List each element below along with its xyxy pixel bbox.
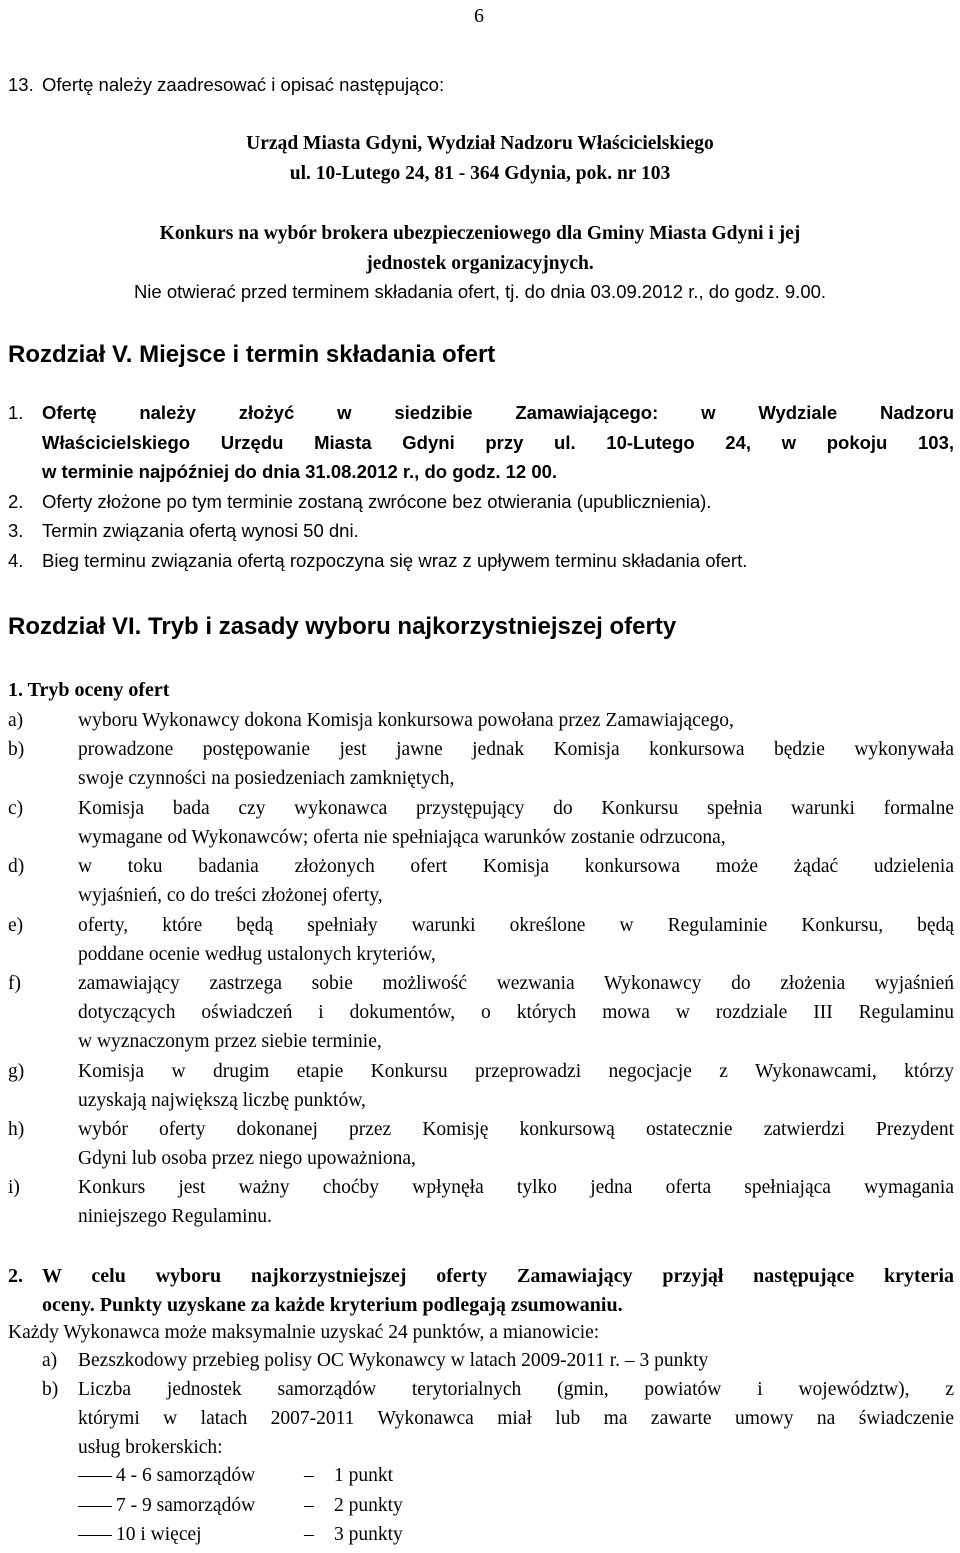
ch5-item-1-line-1: Ofertę należy złożyć w siedzibie Zamawiającego: w Wydziale Nadzoru xyxy=(42,402,954,423)
point-i-line-1: Konkurs jest ważny choćby wpłynęła tylko jedna oferta spełniająca wymagania xyxy=(78,1177,954,1198)
do-not-open-warning: Nie otwierać przed terminem składania ofert, tj. do dnia 03.09.2012 r., do godz. 9.00. xyxy=(133,281,827,302)
page-number: 6 xyxy=(474,5,484,27)
address-line-1: Urząd Miasta Gdyni, Wydział Nadzoru Właścicielskiego xyxy=(246,133,714,154)
contest-line-2: jednostek organizacyjnych. xyxy=(366,253,594,274)
criterion-b-line-1: Liczba jednostek samorządów terytorialnych (gmin, powiatów i województw), z xyxy=(78,1379,954,1400)
point-b-line-1: prowadzone postępowanie jest jawne jednak Komisja konkursowa będzie wykonywała xyxy=(78,739,954,760)
ch5-item-1-line-2: Właścicielskiego Urzędu Miasta Gdyni przy ul. 10-Lutego 24, w pokoju 103, xyxy=(42,432,954,453)
criterion-b-line-3: usług brokerskich: xyxy=(78,1437,223,1458)
criterion-a-text: Bezszkodowy przebieg polisy OC Wykonawcy w latach 2009-2011 r. – 3 punkty xyxy=(78,1350,709,1371)
ch5-item-3-number: 3. xyxy=(8,520,24,541)
point-a-label: a) xyxy=(8,710,24,731)
ch6-item-2-line-2: oceny. Punkty uzyskane za każde kryterium podlegają zsumowaniu. xyxy=(42,1294,623,1316)
point-a-line-1: wyboru Wykonawcy dokona Komisja konkursowa powołana przez Zamawiającego, xyxy=(78,710,734,731)
ch5-item-1-number: 1. xyxy=(8,402,24,423)
point-d-label: d) xyxy=(8,856,25,877)
point-c-line-1: Komisja bada czy wykonawca przystępujący do Konkursu spełnia warunki formalne xyxy=(78,798,954,819)
criterion-b-line-2: którymi w latach 2007-2011 Wykonawca miał lub ma zawarte umowy na świadczenie xyxy=(78,1408,954,1429)
point-f-label: f) xyxy=(8,973,21,994)
range-2-sep: – xyxy=(304,1495,314,1516)
range-3-label: 10 i więcej xyxy=(116,1524,202,1545)
point-h-line-2: Gdyni lub osoba przez niego upoważniona, xyxy=(78,1148,416,1169)
point-i-label: i) xyxy=(8,1177,20,1198)
section-13-text: Ofertę należy zaadresować i opisać następująco: xyxy=(42,74,445,95)
ch5-item-1-line-3: w terminie najpóźniej do dnia 31.08.2012 r., do godz. 12 00. xyxy=(42,461,558,482)
dash-bullet-icon xyxy=(78,1506,112,1507)
point-e-label: e) xyxy=(8,915,24,936)
point-g-line-1: Komisja w drugim etapie Konkursu przeprowadzi negocjacje z Wykonawcami, którzy xyxy=(78,1061,954,1082)
ch5-item-2-number: 2. xyxy=(8,491,24,512)
point-g-label: g) xyxy=(8,1061,25,1082)
range-2-points: 2 punkty xyxy=(334,1495,403,1516)
chapter-6-title: Rozdział VI. Tryb i zasady wyboru najkorzystniejszej oferty xyxy=(8,613,677,640)
ch5-item-4-number: 4. xyxy=(8,550,24,571)
range-2-label: 7 - 9 samorządów xyxy=(116,1495,256,1516)
ch6-item-2-line-1: W celu wyboru najkorzystniejszej oferty Zamawiający przyjął następujące kryteria xyxy=(42,1265,954,1287)
max-points-intro: Każdy Wykonawca może maksymalnie uzyskać 24 punktów, a mianowicie: xyxy=(8,1322,600,1343)
chapter-5-title: Rozdział V. Miejsce i termin składania ofert xyxy=(8,341,496,368)
point-h-line-1: wybór oferty dokonanej przez Komisję konkursową ostatecznie zatwierdzi Prezydent xyxy=(78,1119,954,1140)
point-i-line-2: niniejszego Regulaminu. xyxy=(78,1206,272,1227)
dash-bullet-icon xyxy=(78,1535,112,1536)
range-3-points: 3 punkty xyxy=(334,1524,403,1545)
point-b-line-2: swoje czynności na posiedzeniach zamkniętych, xyxy=(78,768,455,789)
point-e-line-2: poddane ocenie według ustalonych kryteriów, xyxy=(78,944,436,965)
point-e-line-1: oferty, które będą spełniały warunki określone w Regulaminie Konkursu, będą xyxy=(78,915,954,936)
point-f-line-2: dotyczących oświadczeń i dokumentów, o których mowa w rozdziale III Regulaminu xyxy=(78,1002,954,1023)
range-1-label: 4 - 6 samorządów xyxy=(116,1465,256,1486)
range-1-sep: – xyxy=(304,1465,314,1486)
ch6-item-1-heading: 1. Tryb oceny ofert xyxy=(8,679,170,701)
criterion-b-label: b) xyxy=(42,1379,59,1400)
point-b-label: b) xyxy=(8,739,25,760)
point-g-line-2: uzyskają największą liczbę punktów, xyxy=(78,1090,366,1111)
contest-line-1: Konkurs na wybór brokera ubezpieczeniowego dla Gminy Miasta Gdyni i jej xyxy=(159,223,801,244)
point-d-line-2: wyjaśnień, co do treści złożonej oferty, xyxy=(78,885,383,906)
ch5-item-4-text: Bieg terminu związania ofertą rozpoczyna się wraz z upływem terminu składania ofert. xyxy=(42,550,748,571)
criterion-a-label: a) xyxy=(42,1350,58,1371)
point-c-label: c) xyxy=(8,798,24,819)
dash-bullet-icon xyxy=(78,1476,112,1477)
ch5-item-3-text: Termin związania ofertą wynosi 50 dni. xyxy=(42,520,359,541)
point-c-line-2: wymagane od Wykonawców; oferta nie spełniająca warunków zostanie odrzucona, xyxy=(78,827,726,848)
range-1-points: 1 punkt xyxy=(334,1465,394,1486)
address-line-2: ul. 10-Lutego 24, 81 - 364 Gdynia, pok. nr 103 xyxy=(289,163,671,184)
point-d-line-1: w toku badania złożonych ofert Komisja konkursowa może żądać udzielenia xyxy=(78,856,954,877)
point-f-line-1: zamawiający zastrzega sobie możliwość wezwania Wykonawcy do złożenia wyjaśnień xyxy=(78,973,954,994)
point-f-line-3: w wyznaczonym przez siebie terminie, xyxy=(78,1031,382,1052)
ch5-item-2-text: Oferty złożone po tym terminie zostaną zwrócone bez otwierania (upublicznienia). xyxy=(42,491,712,512)
point-h-label: h) xyxy=(8,1119,25,1140)
section-13-number: 13. xyxy=(8,74,34,95)
ch6-item-2-number: 2. xyxy=(8,1265,23,1287)
range-3-sep: – xyxy=(304,1524,314,1545)
